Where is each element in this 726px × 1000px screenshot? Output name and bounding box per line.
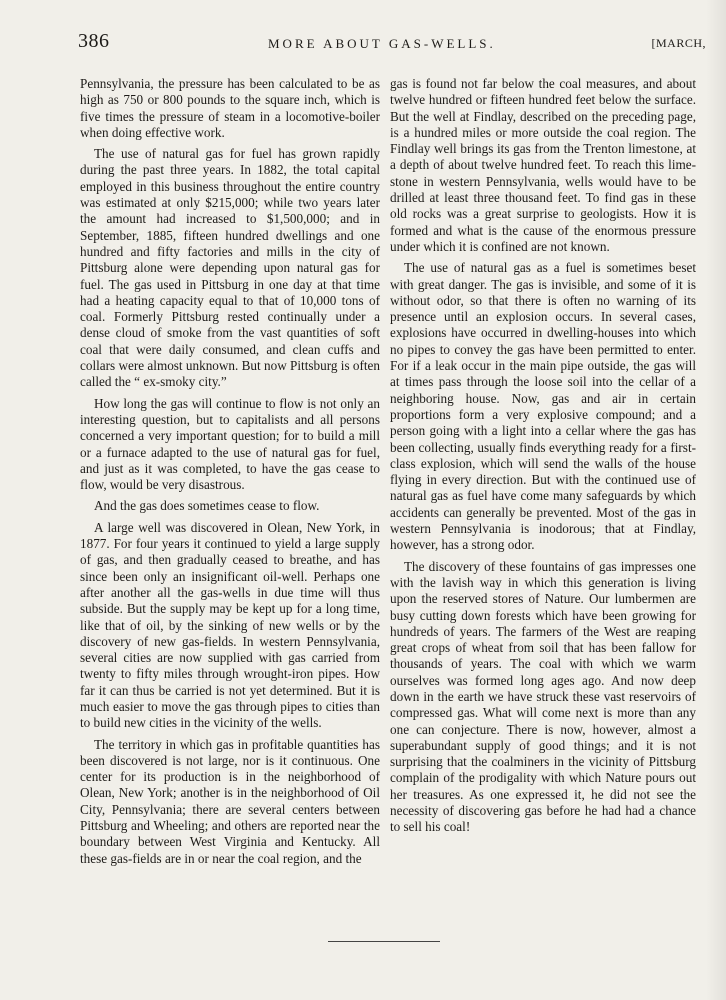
- paragraph: The discovery of these fountains of gas impresses one with the lavish way in which this generation is living upon the reserved stores of Nature. Our lumbermen are busy cutting down forests which have been growing for hundreds of years. The farmers of the West are reaping great crops of wheat from soil that has been fallow for thousands of years. The coal with which we warm ourselves was formed long ages ago. And now deep down in the earth we have struck these vast reservoirs of compressed gas. What will come next is more than any one can conjecture. There is now, however, almost a superabundant supply of good things; and it is not surprising that the coalminers in the vicinity of Pittsburg complain of the prodigality with which Nature pours out her treasures. As one expressed it, he did not see the necessity of discovering gas before he had had a chance to sell his coal!: [390, 558, 696, 835]
- paragraph: The territory in which gas in profitable quantities has been discovered is not large, nor is it continuous. One center for its production is in the neighborhood of Olean, New York; another is in the neighborhood of Oil City, Pennsylvania; there are several centers between Pittsburg and Wheeling; and others are reported near the boundary between West Virginia and Kentucky. All these gas-fields are in or near the coal region, and the: [80, 736, 380, 866]
- paragraph: And the gas does sometimes cease to flow.: [94, 498, 320, 514]
- paragraph: A large well was discovered in Olean, New York, in 1877. For four years it continued to yield a large supply of gas, and then gradually ceased to breathe, and has since been only an insignificant oil-well. Perhaps one after another all the gas-wells in due time will thus subside. But the supply may be kept up for a long time, like that of oil, by the sinking of new wells or by the discovery of new gas-fields. In western Pennsylvania, several cities are now supplied with gas carried from twenty to fifty miles through wrought-iron pipes. How far it can thus be carried is not yet determined. But it is much easier to move the gas through pipes to cities than to build new cities in the vicinity of the wells.: [80, 519, 380, 731]
- left-column: [80, 76, 380, 872]
- page-edge-shadow: [706, 0, 726, 1000]
- paragraph: Pennsylvania, the pressure has been calculated to be as high as 750 or 800 pounds to the square inch, which is five times the pressure of steam in a locomotive-boiler when doing effective work.: [80, 76, 380, 140]
- running-title: MORE ABOUT GAS-WELLS.: [268, 36, 496, 51]
- page-header: [78, 30, 714, 56]
- paragraph: gas is found not far below the coal measures, and about twelve hundred or fifteen hundred feet below the surface. But the well at Findlay, described on the preceding page, is a hundred miles or more outside the coal region. The Findlay well brings its gas from the Trenton limestone, at a depth of about twelve hundred feet. To reach this limestone in western Pennsylvania, wells would have to be drilled at least three thousand feet. To find gas in these old rocks was a great surprise to geologists. How it is formed and what is the cause of the enormous pressure under which it is confined are not known.: [390, 76, 696, 254]
- page-number: 386: [78, 30, 110, 52]
- end-rule: [328, 941, 440, 942]
- paragraph: The use of natural gas for fuel has grown rapidly during the past three years. In 1882, the total capital employed in this business throughout the entire country was estimated at only $215,000; while two years later the amount had increased to $1,500,000; and in September, 1885, fifteen hundred dwellings and one hundred and fifty factories and mills in the city of Pittsburg alone were depending upon natural gas for fuel. The gas used in Pittsburg in one day at that time had a heating capacity equal to that of 10,000 tons of coal. Formerly Pittsburg rested continually under a dense cloud of smoke from the vast quantities of soft coal that were daily consumed, and clean cuffs and collars were almost unknown. But now Pittsburg is often called the “ ex-smoky city.”: [80, 146, 380, 390]
- paragraph: How long the gas will continue to flow is not only an interesting question, but to capitalists and all persons concerned a very important question; for to build a mill or a furnace adapted to the use of natural gas for fuel, and just as it was completed, to have the gas cease to flow, would be very disastrous.: [80, 395, 380, 493]
- running-date: [MARCH,: [651, 36, 706, 50]
- paragraph: The use of natural gas as a fuel is sometimes beset with great danger. The gas is invisible, and some of it is without odor, so that there is often no warning of its presence until an explosion occurs. In several cases, explosions have occurred in dwelling-houses into which no pipes to convey the gas have been permitted to enter. For if a leak occur in the main pipe outside, the gas will at times pass through the loose soil into the cellar of a neighboring house. Now, gas and air in certain proportions form a very explosive compound; and a person going with a light into a cellar where the gas has been collecting, usually finds everything ready for a first-class explosion, which will send the walls of the house flying in every direction. But with the continued use of natural gas as fuel have come many safeguards by which accidents can generally be prevented. Most of the gas in western Pennsylvania is inodorous; that at Findlay, however, has a strong odor.: [390, 260, 696, 553]
- right-column: [390, 76, 696, 841]
